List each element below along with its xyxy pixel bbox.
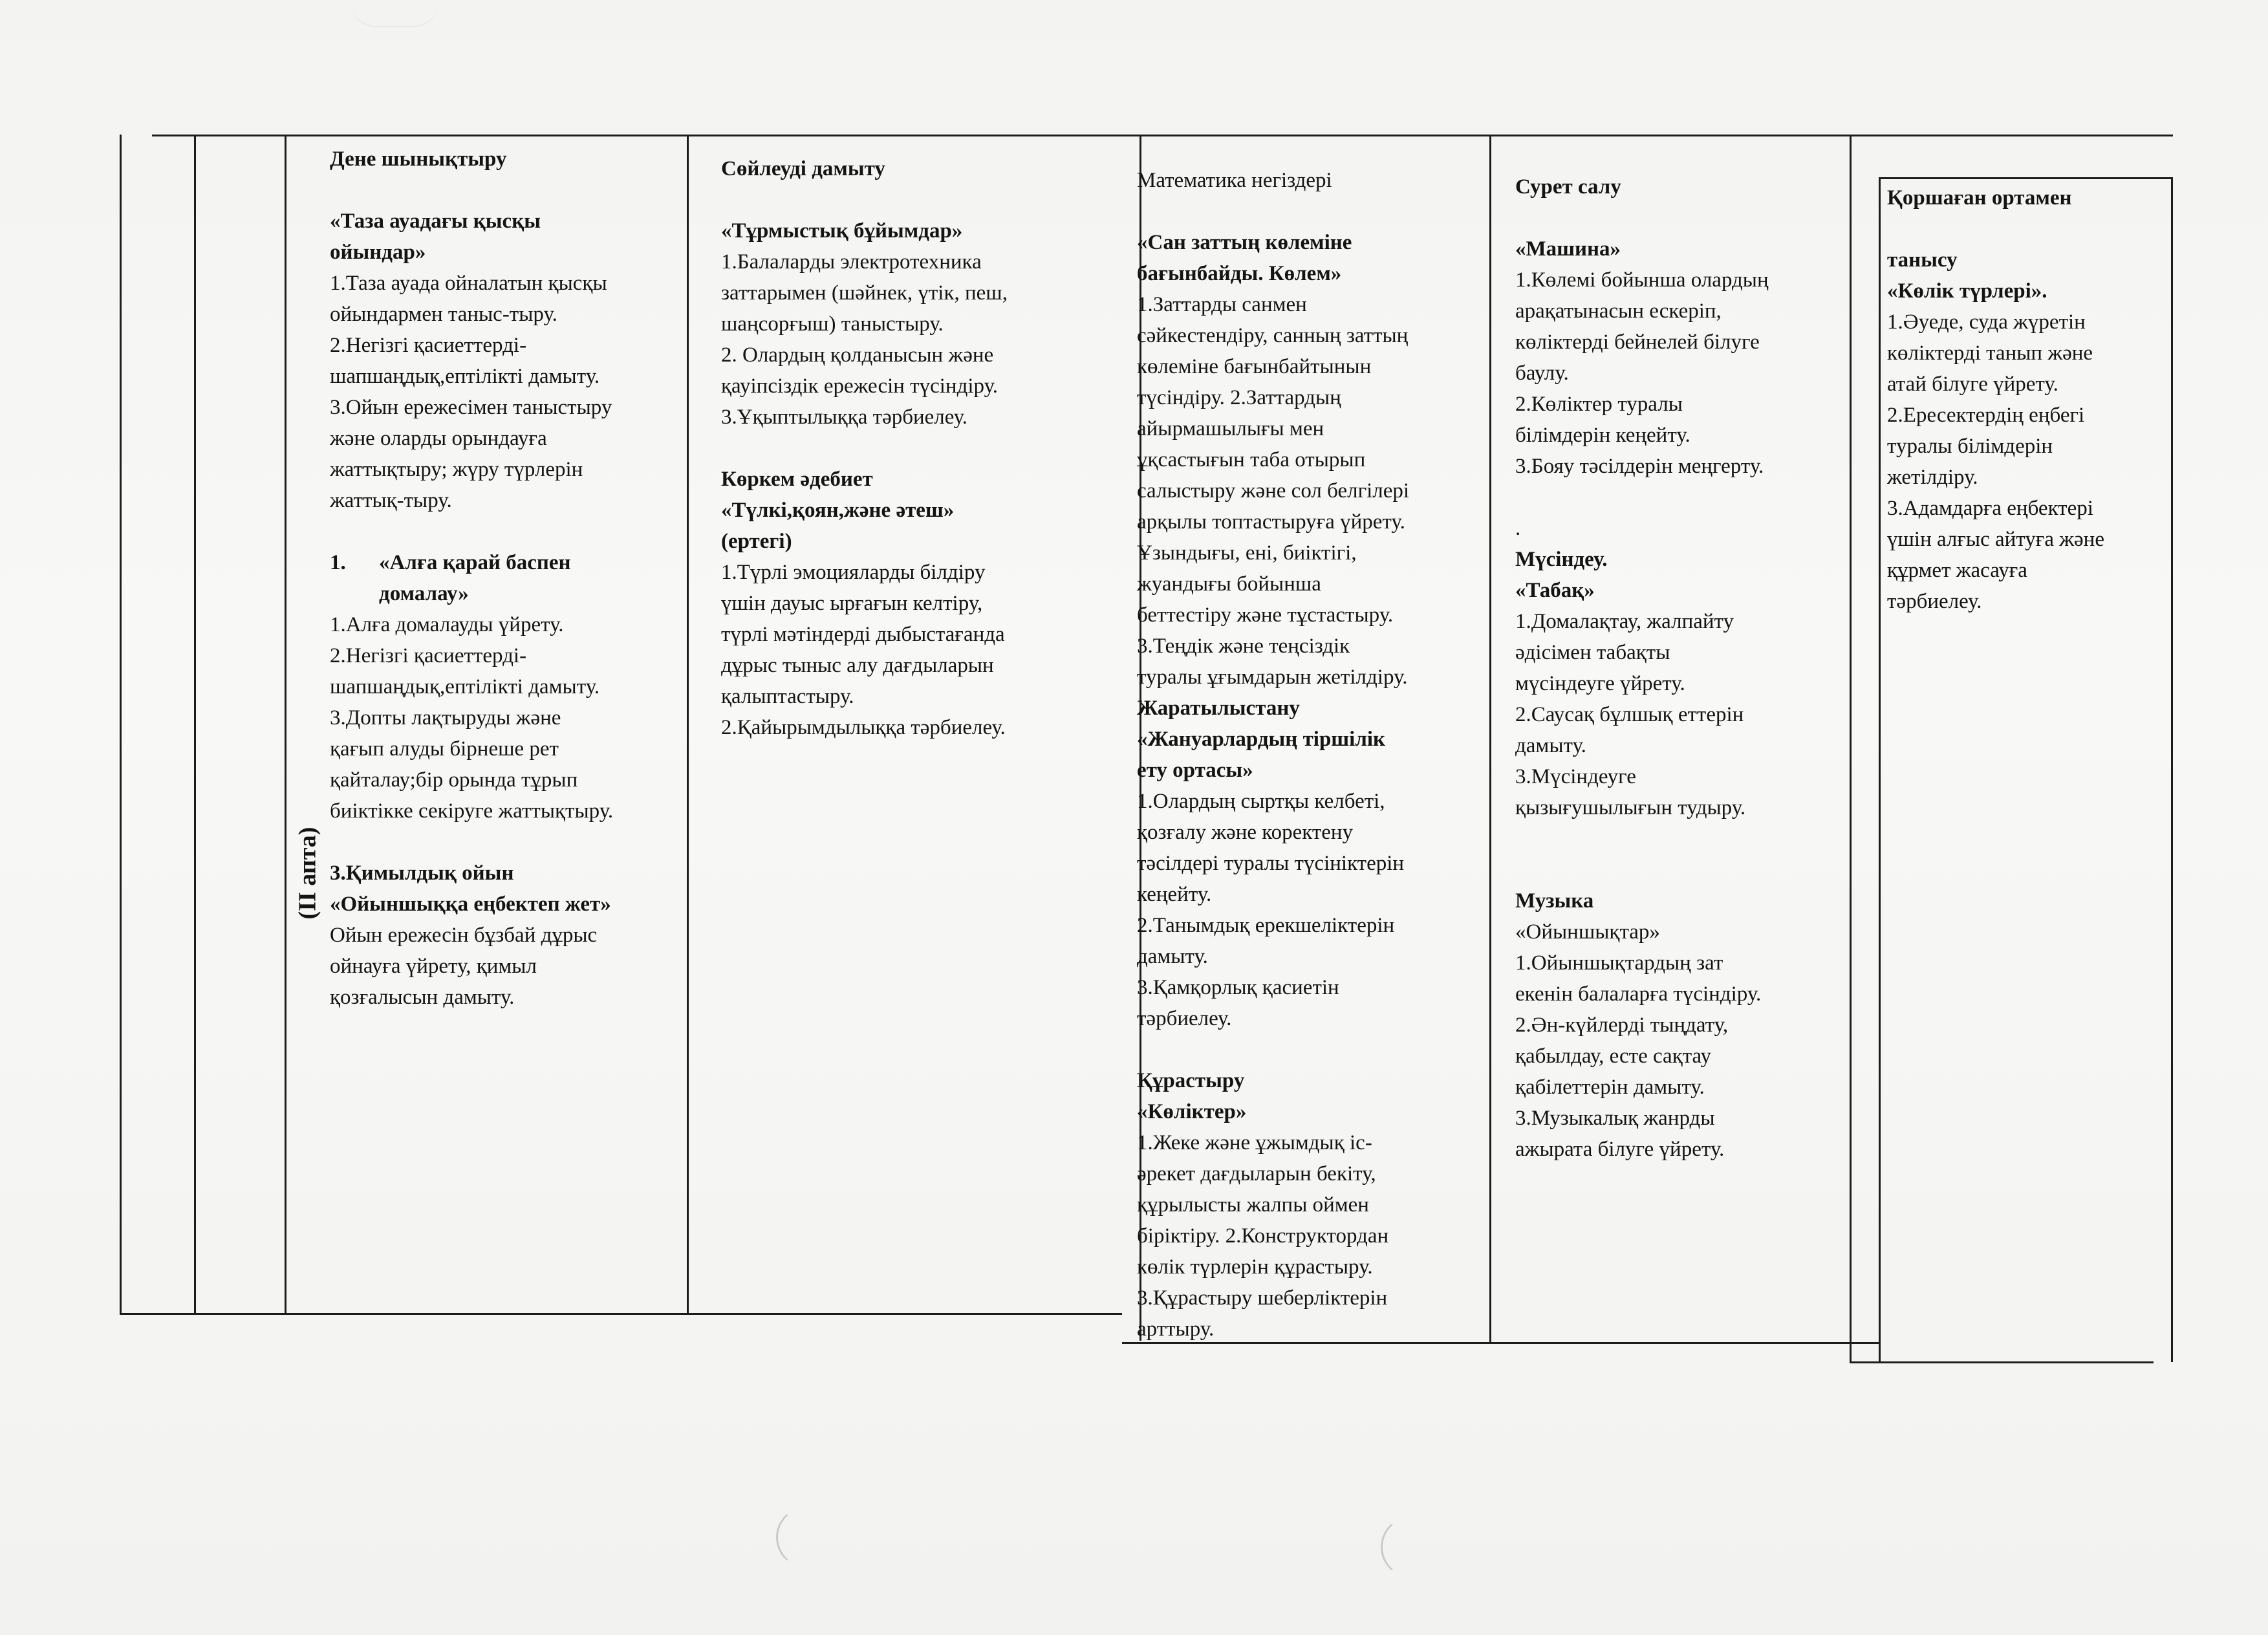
- line-text: заттарымен (шәйнек, үтік, пеш,: [721, 281, 1008, 305]
- table-top-border: [152, 135, 2173, 136]
- lesson-text-line: [721, 402, 1109, 433]
- blank-line: [721, 433, 1109, 464]
- lesson-text-line: [1137, 1314, 1483, 1345]
- line-text: білімдерін кеңейту.: [1515, 424, 1690, 447]
- lesson-text-line: [1515, 1103, 1852, 1134]
- column-title: Математика негіздері: [1137, 169, 1332, 192]
- lesson-text-line: [1515, 296, 1852, 327]
- lesson-text-line: [1887, 493, 2168, 524]
- lesson-text-line: [721, 712, 1109, 743]
- lesson-text-line: [721, 619, 1109, 650]
- line-text: түсіндіру. 2.Заттардың: [1137, 386, 1341, 409]
- column-title: Сурет салу: [1515, 175, 1621, 199]
- lesson-text-line: [1137, 413, 1483, 444]
- line-text: 1.Әуеде, суда жүретін: [1887, 310, 2086, 334]
- lesson-text-line: [1137, 1003, 1483, 1034]
- lesson-text-line: [330, 640, 682, 671]
- line-text: «Машина»: [1515, 237, 1621, 261]
- line-text: шапшаңдық,ептілікті дамыту.: [330, 675, 600, 698]
- line-text: 2.Ересектердің еңбегі: [1887, 404, 2085, 427]
- lesson-text-line: [1137, 662, 1483, 693]
- line-text: Ұзындығы, ені, биіктігі,: [1137, 541, 1357, 565]
- line-text: шапшаңдық,ептілікті дамыту.: [330, 365, 600, 388]
- line-text: атай білуге үйрету.: [1887, 373, 2058, 396]
- lesson-text-line: [330, 299, 682, 330]
- line-text: ойындар»: [330, 241, 426, 264]
- lesson-text-line: [1137, 786, 1483, 817]
- lesson-text-line: [1137, 600, 1483, 631]
- blank-line: [330, 827, 682, 858]
- column-divider: [1489, 135, 1491, 1343]
- line-text: тәрбиелеу.: [1887, 590, 1982, 613]
- line-text: 3.Қимылдық ойын: [330, 861, 514, 885]
- line-text: 3.Құрастыру шеберліктерін: [1137, 1286, 1388, 1310]
- line-text: «Алға қарай баспен: [379, 551, 571, 574]
- lesson-heading: [330, 889, 682, 920]
- line-text: Жаратылыстану: [1137, 697, 1300, 720]
- lesson-heading: [1137, 258, 1483, 289]
- week-label: (II апта): [294, 827, 321, 920]
- line-text: жетілдіру.: [1887, 466, 1978, 489]
- lesson-heading: [330, 547, 682, 578]
- lesson-text-line: [330, 268, 682, 299]
- lesson-text-line: [1515, 1134, 1852, 1165]
- line-text: 1.Заттарды санмен: [1137, 293, 1307, 316]
- line-text: Музыка: [1515, 889, 1594, 913]
- line-text: Құрастыру: [1137, 1069, 1245, 1092]
- lesson-text-line: [330, 609, 682, 640]
- lesson-text-line: [1515, 1072, 1852, 1103]
- line-text: 1.Олардың сыртқы келбеті,: [1137, 790, 1385, 813]
- table-left-border: [120, 135, 122, 1315]
- blank-line: [330, 516, 682, 547]
- line-text: екенін балаларға түсіндіру.: [1515, 982, 1762, 1006]
- lesson-text-line: [721, 681, 1109, 712]
- line-text: 3.Ойын ережесімен таныстыру: [330, 396, 612, 419]
- lesson-text-line: [1887, 586, 2168, 617]
- blank-line: [1887, 213, 2168, 244]
- line-text: 1.Домалақтау, жалпайту: [1515, 610, 1734, 633]
- lesson-text-line: [1137, 910, 1483, 941]
- lesson-text-line: [721, 246, 1109, 277]
- lesson-text-line: [1515, 730, 1852, 761]
- lesson-text-line: [1515, 792, 1852, 823]
- line-text: қызығушылығын тудыру.: [1515, 796, 1746, 819]
- physical-education-cell: [330, 144, 682, 1013]
- table-right-border: [2171, 177, 2173, 1362]
- column-divider: [1879, 177, 1881, 1362]
- line-text: қозғалысын дамыту.: [330, 986, 515, 1009]
- blank-line: [1515, 854, 1852, 885]
- lesson-text-line: [1137, 879, 1483, 910]
- lesson-text-line: [1137, 289, 1483, 320]
- lesson-text-line: [1515, 358, 1852, 389]
- lesson-heading: [330, 237, 682, 268]
- lesson-text-line: [1137, 848, 1483, 879]
- lesson-text-line: [330, 392, 682, 423]
- lesson-text-line: [1515, 451, 1852, 482]
- lesson-text-line: [1515, 265, 1852, 296]
- line-text: 2.Көліктер туралы: [1515, 393, 1683, 416]
- blank-line: [1137, 1034, 1483, 1065]
- line-text: түрлі мәтіндерді дыбыстағанда: [721, 623, 1005, 646]
- lesson-text-line: [1515, 606, 1852, 637]
- column-title: Қоршаған ортамен: [1887, 186, 2072, 210]
- lesson-text-line: [330, 330, 682, 361]
- line-text: «Көліктер»: [1137, 1100, 1247, 1123]
- lesson-text-line: [721, 371, 1109, 402]
- lesson-text-line: [1137, 506, 1483, 537]
- line-text: 3.Мүсіндеуге: [1515, 765, 1636, 788]
- lesson-heading: [1515, 233, 1852, 265]
- line-text: 3.Музыкалық жанрды: [1515, 1107, 1715, 1130]
- line-text: дамыту.: [1515, 734, 1586, 757]
- lesson-text-line: [330, 982, 682, 1013]
- lesson-text-line: [1515, 699, 1852, 730]
- table-bottom-border-right: [1850, 1361, 2154, 1363]
- lesson-text-line: [1887, 462, 2168, 493]
- lesson-text-line: [1137, 972, 1483, 1003]
- lesson-text-line: [1137, 1220, 1483, 1251]
- line-text: 3.Допты лақтыруды және: [330, 706, 561, 730]
- lesson-text-line: [1137, 537, 1483, 568]
- line-text: танысу: [1887, 248, 1958, 272]
- line-text: 2.Саусақ бұлшық еттерін: [1515, 703, 1744, 726]
- line-text: көліктерді бейнелей білуге: [1515, 330, 1760, 354]
- column-divider: [687, 135, 689, 1315]
- lesson-text-line: [330, 920, 682, 951]
- line-text: «Ойыншыққа еңбектеп жет»: [330, 893, 611, 916]
- line-text: көліктерді танып және: [1887, 341, 2093, 365]
- lesson-heading: [1515, 575, 1852, 606]
- lesson-text-line: [1137, 444, 1483, 475]
- line-text: 3.Ұқыптылыққа тәрбиелеу.: [721, 406, 968, 429]
- line-text: қағып алуды бірнеше рет: [330, 737, 559, 761]
- lesson-text-line: [1515, 389, 1852, 420]
- line-text: 1.Алға домалауды үйрету.: [330, 613, 564, 636]
- line-text: құрмет жасауға: [1887, 559, 2027, 582]
- lesson-text-line: [1137, 320, 1483, 351]
- scan-fold-mark: [349, 0, 440, 27]
- lesson-heading: [1887, 276, 2168, 307]
- line-text: бағынбайды. Көлем»: [1137, 262, 1342, 285]
- line-text: 1.Таза ауада ойналатын қысқы: [330, 272, 607, 295]
- lesson-text-line: [330, 423, 682, 454]
- line-text: көлік түрлерін құрастыру.: [1137, 1255, 1373, 1279]
- column-title: Сөйлеуді дамыту: [721, 157, 885, 180]
- line-text: әрекет дағдыларын бекіту,: [1137, 1162, 1376, 1186]
- line-text: «Көлік түрлері».: [1887, 279, 2047, 303]
- lesson-heading: [721, 215, 1109, 246]
- line-text: (ертегі): [721, 530, 792, 553]
- lesson-text-line: [721, 650, 1109, 681]
- line-text: 1.Жеке және ұжымдық іс-: [1137, 1131, 1372, 1154]
- drawing-cell: [1515, 171, 1852, 1165]
- lesson-text-line: [721, 277, 1109, 309]
- line-text: қалыптастыру.: [721, 685, 854, 708]
- line-text: арқылы топтастыруға үйрету.: [1137, 510, 1405, 534]
- line-text: 3.Бояу тәсілдерін меңгерту.: [1515, 455, 1764, 478]
- line-text: кеңейту.: [1137, 883, 1212, 906]
- lesson-text-line: [1515, 1010, 1852, 1041]
- line-text: туралы білімдерін: [1887, 435, 2053, 458]
- line-text: беттестіру және тұстастыру.: [1137, 603, 1394, 627]
- lesson-text-line: [1887, 307, 2168, 338]
- line-text: Мүсіндеу.: [1515, 548, 1608, 571]
- line-text: шаңсорғыш) таныстыру.: [721, 312, 944, 336]
- lesson-text-line: [1887, 338, 2168, 369]
- lesson-text-line: [1515, 979, 1852, 1010]
- lesson-text-line: [721, 588, 1109, 619]
- lesson-text-line: [1515, 420, 1852, 451]
- lesson-heading: [1515, 885, 1852, 916]
- line-text: тәрбиелеу.: [1137, 1007, 1232, 1030]
- lesson-text-line: [1515, 1041, 1852, 1072]
- line-text: тәсілдері туралы түсініктерін: [1137, 852, 1405, 875]
- line-text: сәйкестендіру, санның заттың: [1137, 324, 1409, 347]
- lesson-heading: [1137, 1096, 1483, 1127]
- lesson-text-line: [721, 557, 1109, 588]
- lesson-text-line: [1887, 555, 2168, 586]
- line-text: ұқсастығын таба отырып: [1137, 448, 1366, 471]
- line-text: баулу.: [1515, 362, 1569, 385]
- line-text: 2.Ән-күйлерді тыңдату,: [1515, 1013, 1729, 1037]
- line-text: 2. Олардың қолданысын және: [721, 343, 994, 367]
- line-text: «Таза ауадағы қысқы: [330, 210, 541, 233]
- lesson-text-line: [1887, 524, 2168, 555]
- lesson-text-line: [330, 733, 682, 764]
- lesson-text-line: [1137, 1283, 1483, 1314]
- speech-development-cell: [721, 153, 1109, 743]
- lesson-heading: [1137, 1065, 1483, 1096]
- lesson-text-line: [1515, 513, 1852, 544]
- line-text: «Түлкі,қоян,және әтеш»: [721, 499, 955, 522]
- lesson-heading: [1515, 544, 1852, 575]
- line-text: ажырата білуге үйрету.: [1515, 1138, 1725, 1161]
- binder-hole-mark: [776, 1507, 837, 1568]
- lesson-text-line: [1515, 916, 1852, 947]
- lesson-text-line: [1137, 1189, 1483, 1220]
- lesson-text-line: [330, 764, 682, 796]
- line-text: 3.Қамқорлық қасиетін: [1137, 976, 1339, 999]
- line-text: қайталау;бір орында тұрып: [330, 768, 578, 792]
- table-top-border-right: [1879, 177, 2173, 179]
- lesson-text-line: [1137, 817, 1483, 848]
- lesson-heading: [1887, 244, 2168, 276]
- line-text: мүсіндеуге үйрету.: [1515, 672, 1685, 695]
- line-text: үшін алғыс айтуға және: [1887, 528, 2104, 551]
- list-number: 1.: [330, 551, 346, 574]
- lesson-text-line: [721, 309, 1109, 340]
- line-text: дамыту.: [1137, 945, 1208, 968]
- line-text: арттыру.: [1137, 1317, 1215, 1341]
- line-text: ойнауға үйрету, қимыл: [330, 955, 537, 978]
- lesson-text-line: [1137, 351, 1483, 382]
- lesson-text-line: [1137, 941, 1483, 972]
- line-text: қауіпсіздік ережесін түсіндіру.: [721, 374, 999, 398]
- line-text: 1.Балаларды электротехника: [721, 250, 982, 274]
- lesson-text-line: [1887, 431, 2168, 462]
- lesson-text-line: [1515, 637, 1852, 668]
- line-text: домалау»: [379, 582, 469, 605]
- lesson-heading: [721, 464, 1109, 495]
- line-text: және оларды орындауға: [330, 427, 547, 450]
- math-basics-cell: [1137, 165, 1483, 1345]
- lesson-text-line: [1515, 668, 1852, 699]
- environment-cell: [1887, 182, 2168, 617]
- lesson-text-line: [721, 340, 1109, 371]
- line-text: айырмашылығы мен: [1137, 417, 1324, 440]
- line-text: «Табақ»: [1515, 579, 1595, 602]
- line-text: жуандығы бойынша: [1137, 572, 1321, 596]
- lesson-text-line: [1137, 631, 1483, 662]
- line-text: 2.Танымдық ерекшеліктерін: [1137, 914, 1395, 937]
- blank-line: [721, 184, 1109, 215]
- lesson-text-line: [1137, 475, 1483, 506]
- lesson-heading: [721, 526, 1109, 557]
- blank-line: [1515, 482, 1852, 513]
- lesson-text-line: [330, 951, 682, 982]
- line-text: ойындармен таныс-тыру.: [330, 303, 557, 326]
- lesson-text-line: [1137, 568, 1483, 600]
- line-text: 2.Қайырымдылыққа тәрбиелеу.: [721, 716, 1006, 739]
- line-text: көлеміне бағынбайтынын: [1137, 355, 1372, 378]
- line-text: «Жануарлардың тіршілік: [1137, 728, 1386, 751]
- column-title: Дене шынықтыру: [330, 147, 507, 171]
- lesson-text-line: [330, 361, 682, 392]
- lesson-heading: [330, 578, 682, 609]
- line-text: «Ойыншықтар»: [1515, 920, 1660, 944]
- lesson-heading: [721, 495, 1109, 526]
- lesson-text-line: [330, 485, 682, 516]
- line-text: 1.Ойыншықтардың зат: [1515, 951, 1723, 975]
- lesson-heading: [1137, 724, 1483, 755]
- blank-line: [1515, 202, 1852, 233]
- line-text: «Сан заттың көлеміне: [1137, 231, 1352, 254]
- line-text: 3.Теңдік және теңсіздік: [1137, 634, 1350, 658]
- lesson-text-line: [330, 671, 682, 702]
- line-text: 1.Түрлі эмоцияларды білдіру: [721, 561, 986, 584]
- line-text: Көркем әдебиет: [721, 468, 873, 491]
- line-text: дұрыс тыныс алу дағдыларын: [721, 654, 994, 677]
- line-text: арақатынасын ескеріп,: [1515, 299, 1722, 323]
- lesson-text-line: [1515, 327, 1852, 358]
- line-text: жаттықтыру; жүру түрлерін: [330, 458, 583, 481]
- line-text: .: [1515, 517, 1521, 540]
- blank-line: [1137, 196, 1483, 227]
- lesson-heading: [1137, 755, 1483, 786]
- lesson-text-line: [1137, 1251, 1483, 1283]
- line-text: Ойын ережесін бұзбай дұрыс: [330, 924, 598, 947]
- line-text: қозғалу және коректену: [1137, 821, 1354, 844]
- line-text: ету ортасы»: [1137, 759, 1253, 782]
- binder-hole-mark: [1381, 1517, 1442, 1577]
- lesson-text-line: [1887, 369, 2168, 400]
- line-text: туралы ұғымдарын жетілдіру.: [1137, 666, 1408, 689]
- line-text: салыстыру және сол белгілері: [1137, 479, 1410, 503]
- lesson-heading: [330, 206, 682, 237]
- lesson-text-line: [1887, 400, 2168, 431]
- line-text: «Тұрмыстық бұйымдар»: [721, 219, 963, 243]
- line-text: биіктікке секіруге жаттықтыру.: [330, 799, 614, 823]
- line-text: әдісімен табақты: [1515, 641, 1670, 664]
- lesson-text-line: [1137, 382, 1483, 413]
- lesson-text-line: [330, 454, 682, 485]
- column-divider: [194, 135, 196, 1315]
- lesson-heading: [330, 858, 682, 889]
- lesson-text-line: [1515, 947, 1852, 979]
- line-text: 1.Көлемі бойынша олардың: [1515, 268, 1769, 292]
- lesson-heading: [1137, 693, 1483, 724]
- line-text: құрылысты жалпы оймен: [1137, 1193, 1369, 1217]
- line-text: 3.Адамдарға еңбектері: [1887, 497, 2093, 520]
- lesson-text-line: [330, 796, 682, 827]
- lesson-text-line: [1137, 1158, 1483, 1189]
- line-text: үшін дауыс ырғағын келтіру,: [721, 592, 983, 615]
- lesson-heading: [1137, 227, 1483, 258]
- lesson-text-line: [1137, 1127, 1483, 1158]
- line-text: 2.Негізгі қасиеттерді-: [330, 644, 527, 667]
- line-text: 2.Негізгі қасиеттерді-: [330, 334, 527, 357]
- table-bottom-border: [120, 1313, 1122, 1315]
- blank-line: [330, 175, 682, 206]
- line-text: біріктіру. 2.Конструктордан: [1137, 1224, 1389, 1248]
- line-text: қабілеттерін дамыту.: [1515, 1076, 1705, 1099]
- lesson-text-line: [330, 702, 682, 733]
- column-divider: [285, 135, 286, 1315]
- line-text: қабылдау, есте сақтау: [1515, 1045, 1712, 1068]
- line-text: жаттық-тыру.: [330, 489, 452, 512]
- blank-line: [1515, 823, 1852, 854]
- lesson-text-line: [1515, 761, 1852, 792]
